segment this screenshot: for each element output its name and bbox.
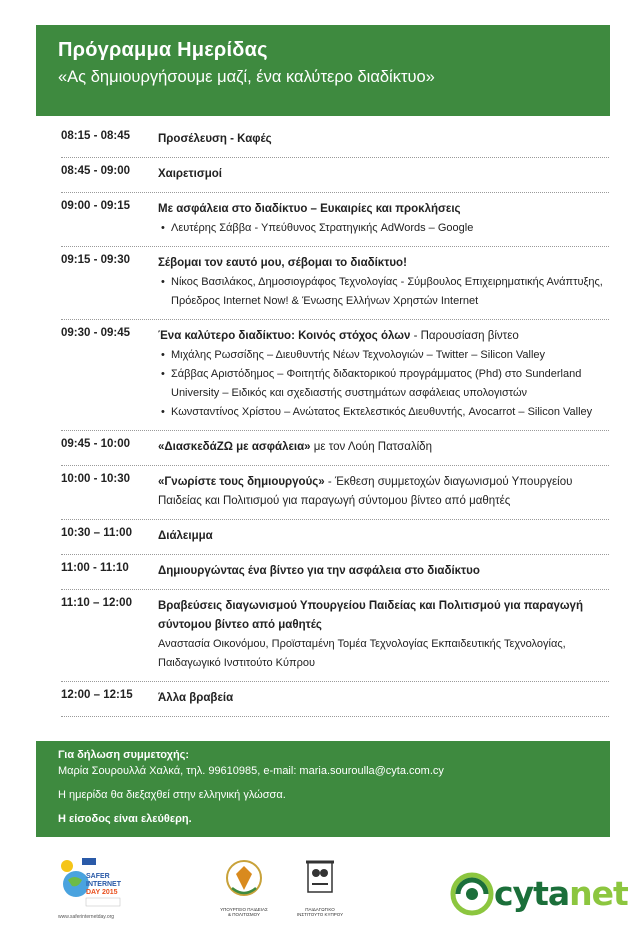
session-title-text: «Γνωρίστε τους δημιουργούς» <box>158 476 325 488</box>
schedule-content <box>158 438 609 457</box>
session-title <box>158 473 609 511</box>
session-title-suffix: - Έκθεση συμμετοχών διαγωνισμού Υπουργείου Παιδείας και Πολιτισμού για παραγωγή σύντομου βίντεο από μαθητές <box>158 476 573 507</box>
cytanet-wordmark <box>494 874 628 913</box>
moec-caption-1: ΥΠΟΥΡΓΕΙΟ ΠΑΙΔΕΙΑΣ <box>220 907 268 912</box>
session-title-text: Με ασφάλεια στο διαδίκτυο – Ευκαιρίες και προκλήσεις <box>158 203 461 215</box>
schedule-time: 11:10 – 12:00 <box>61 597 132 609</box>
schedule-row <box>61 158 609 193</box>
schedule-list <box>61 123 609 717</box>
session-title-text: Χαιρετισμοί <box>158 168 222 180</box>
cytanet-swirl-icon <box>450 872 494 916</box>
session-title-text: Άλλα βραβεία <box>158 692 234 704</box>
speaker-item: • Νίκος Βασιλάκος, Δημοσιογράφος Τεχνολογίας - Σύμβουλος Επιχειρηματικής Ανάπτυξης, Πρόεδρος Internet Now! & Ένωσης Ελλήνων Χρηστών Internet <box>158 273 609 311</box>
cytanet-word-b: net <box>569 874 628 913</box>
session-title-text: Ένα καλύτερο διαδίκτυο: Κοινός στόχος όλων <box>158 330 411 342</box>
schedule-content <box>158 527 609 546</box>
schedule-time: 10:30 – 11:00 <box>61 527 132 539</box>
schedule-content <box>158 562 609 581</box>
sid-url: www.saferinternetday.org <box>58 914 115 920</box>
schedule-content <box>158 200 609 238</box>
schedule-time: 12:00 – 12:15 <box>61 689 133 701</box>
sid-line2: INTERNET <box>86 881 121 888</box>
schedule-time: 09:30 - 09:45 <box>61 327 131 339</box>
session-title <box>158 438 609 457</box>
session-title <box>158 130 609 149</box>
page-title: Πρόγραμμα Ημερίδας <box>58 39 268 61</box>
schedule-content <box>158 689 609 708</box>
safer-internet-day-logo <box>56 854 124 920</box>
registration-label: Για δήλωση συμμετοχής: <box>58 749 190 761</box>
speaker-item: • Κωνσταντίνος Χρίστου – Ανώτατος Εκτελεστικός Διευθυντής, Avocarrot – Silicon Valley <box>158 403 609 422</box>
pedagogical-institute-logo <box>294 858 346 917</box>
registration-footer <box>36 741 610 837</box>
session-title-suffix: - Παρουσίαση βίντεο <box>410 330 519 342</box>
schedule-content <box>158 327 609 422</box>
speaker-item: • Σάββας Αριστόδημος – Φοιτητής διδακτορικού προγράμματος (Phd) στο Sunderland University – Ειδικός και σχεδιαστής συστημάτων ασφάλειας υπολογιστών <box>158 365 609 403</box>
session-title <box>158 597 609 635</box>
schedule-row <box>61 431 609 466</box>
sid-line1: SAFER <box>86 873 110 880</box>
speaker-item: • Λευτέρης Σάββα - Υπεύθυνος Στρατηγικής AdWords – Google <box>158 219 609 238</box>
session-title <box>158 327 609 346</box>
schedule-row <box>61 555 609 590</box>
owl-icon <box>302 858 338 902</box>
page-subtitle: «Ας δημιουργήσουμε μαζί, ένα καλύτερο διαδίκτυο» <box>58 68 435 86</box>
entry-note: Η είσοδος είναι ελεύθερη. <box>58 813 192 825</box>
session-title <box>158 562 609 581</box>
globe-icon <box>56 854 124 914</box>
schedule-row <box>61 520 609 555</box>
schedule-content <box>158 130 609 149</box>
schedule-content <box>158 473 609 511</box>
schedule-content <box>158 597 609 673</box>
session-presenter: Αναστασία Οικονόμου, Προϊσταμένη Τομέα Τεχνολογίας Εκπαιδευτικής Τεχνολογίας, Παιδαγωγικό Ινστιτούτο Κύπρου <box>158 638 566 669</box>
session-title-suffix: με τον Λούη Πατσαλίδη <box>310 441 432 453</box>
session-title-text: «ΔιασκεδάΖΩ με ασφάλεια» <box>158 441 311 453</box>
header-banner <box>36 25 610 116</box>
schedule-row <box>61 193 609 247</box>
moec-caption-2: & ΠΟΛΙΤΙΣΜΟΥ <box>227 912 261 917</box>
schedule-time: 09:15 - 09:30 <box>61 254 131 266</box>
coat-of-arms-icon <box>224 858 264 902</box>
cytanet-logo <box>450 872 628 922</box>
schedule-row <box>61 320 609 431</box>
session-title-text: Προσέλευση - Καφές <box>158 133 272 145</box>
schedule-time: 08:15 - 08:45 <box>61 130 131 142</box>
sid-line3: DAY 2015 <box>86 889 118 896</box>
session-title <box>158 254 609 273</box>
session-title-text: Βραβεύσεις διαγωνισμού Υπουργείου Παιδείας και Πολιτισμού για παραγωγή σύντομου βίντεο από μαθητές <box>158 600 583 631</box>
session-title-text: Δημιουργώντας ένα βίντεο για την ασφάλεια στο διαδίκτυο <box>158 565 480 577</box>
ministry-education-logo <box>214 858 274 917</box>
schedule-row <box>61 247 609 320</box>
schedule-row <box>61 682 609 717</box>
speaker-item: • Μιχάλης Ρωσσίδης – Διευθυντής Νέων Τεχνολογιών – Twitter – Silicon Valley <box>158 346 609 365</box>
schedule-time: 11:00 - 11:10 <box>61 562 129 574</box>
sponsor-logos <box>0 852 640 932</box>
schedule-content <box>158 165 609 184</box>
session-title <box>158 689 609 708</box>
pi-caption-1: ΠΑΙΔΑΓΩΓΙΚΟ <box>305 907 335 912</box>
cytanet-word-a: cyta <box>494 874 570 913</box>
schedule-time: 10:00 - 10:30 <box>61 473 131 485</box>
schedule-time: 09:00 - 09:15 <box>61 200 131 212</box>
schedule-content <box>158 254 609 311</box>
language-note: Η ημερίδα θα διεξαχθεί στην ελληνική γλώσσα. <box>58 789 286 801</box>
session-title <box>158 200 609 219</box>
registration-contact: Μαρία Σουρουλλά Χαλκά, τηλ. 99610985, e-mail: maria.souroulla@cyta.com.cy <box>58 765 444 777</box>
pi-caption-2: ΙΝΣΤΙΤΟΥΤΟ ΚΥΠΡΟΥ <box>296 912 344 917</box>
schedule-row <box>61 590 609 682</box>
schedule-row <box>61 123 609 158</box>
schedule-time: 09:45 - 10:00 <box>61 438 131 450</box>
session-title-text: Διάλειμμα <box>158 530 213 542</box>
schedule-row <box>61 466 609 520</box>
session-title <box>158 527 609 546</box>
schedule-time: 08:45 - 09:00 <box>61 165 131 177</box>
session-title <box>158 165 609 184</box>
session-title-text: Σέβομαι τον εαυτό μου, σέβομαι το διαδίκτυο! <box>158 257 407 269</box>
